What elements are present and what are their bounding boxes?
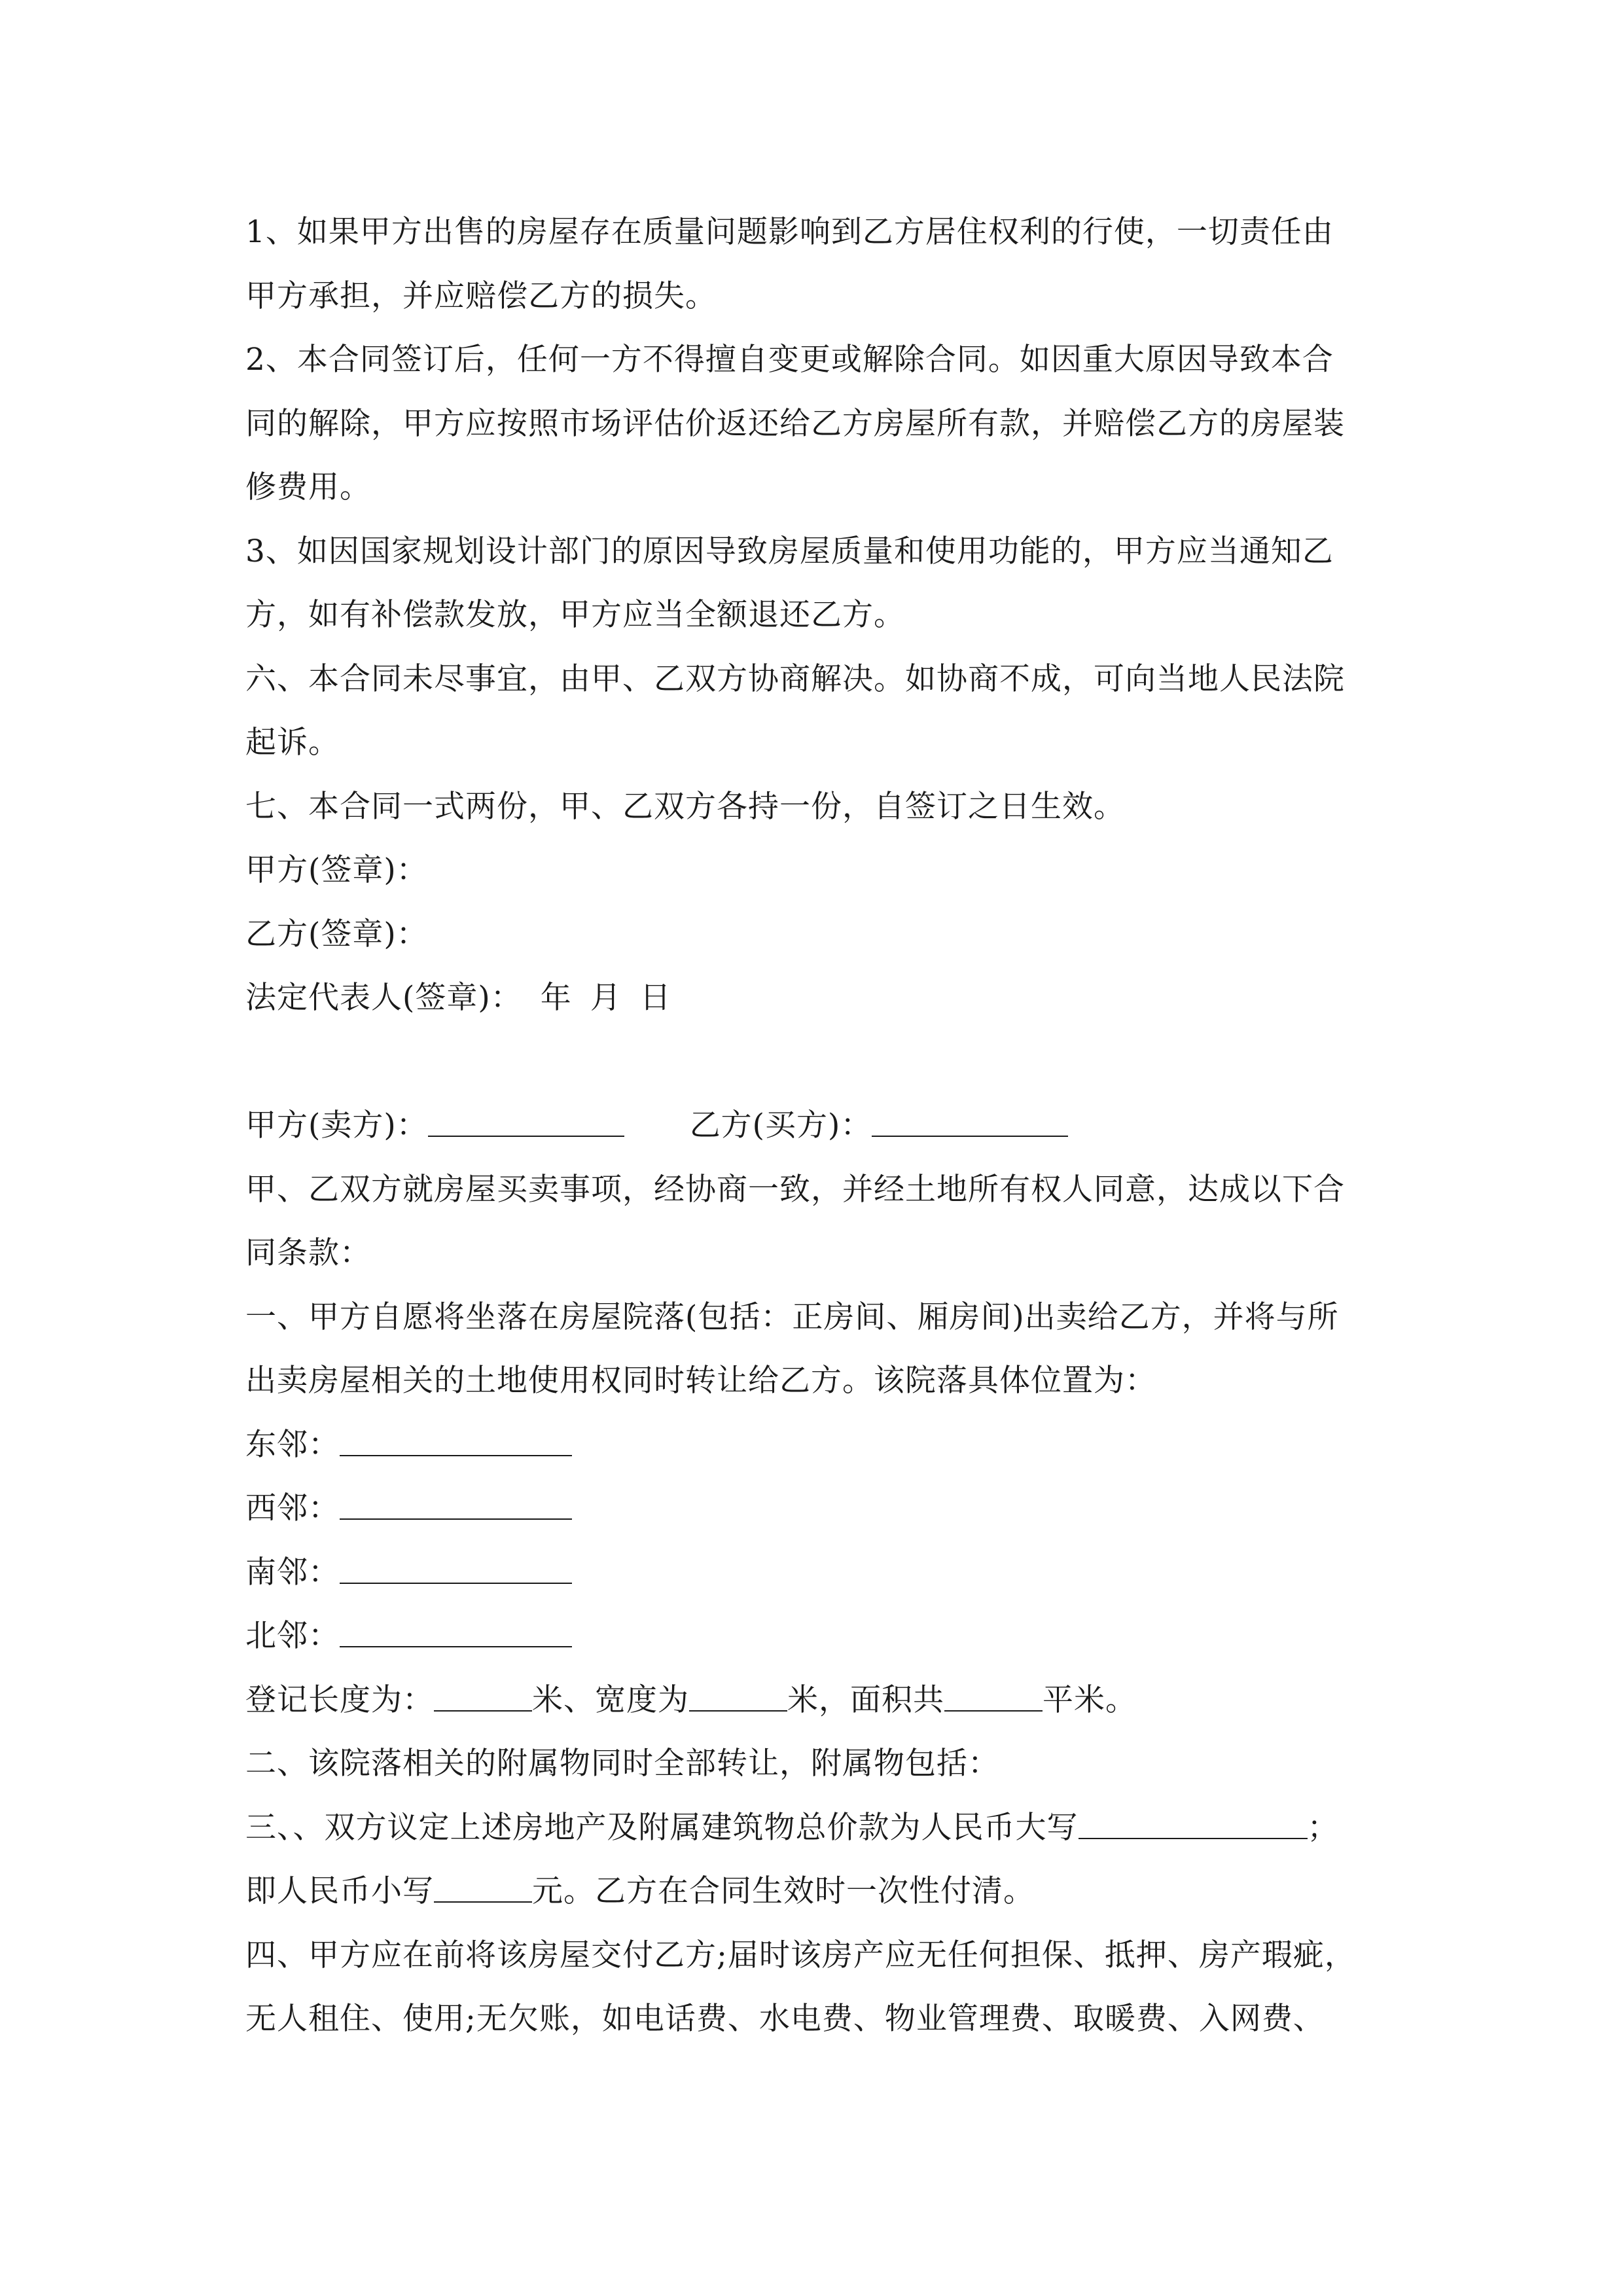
article-6-line-1: 六、本合同未尽事宜，由甲、乙双方协商解决。如协商不成，可向当地人民法院 [245, 660, 1345, 697]
west-neighbor-label: 西邻： [245, 1490, 340, 1526]
area-blank [944, 1681, 1043, 1712]
seller-label: 甲方(卖方)： [245, 1107, 428, 1143]
clause-1-line-2: 甲方承担，并应赔偿乙方的损失。 [245, 278, 717, 314]
clause-2-line-3: 修费用。 [245, 469, 371, 505]
price-uppercase-label: 三、、双方议定上述房地产及附属建筑物总价款为人民币大写 [245, 1809, 1079, 1846]
east-neighbor-blank [340, 1426, 572, 1456]
north-neighbor-label: 北邻： [245, 1618, 340, 1654]
article-7-line-1: 七、本合同一式两份，甲、乙双方各持一份，自签订之日生效。 [245, 788, 1125, 825]
intro-line-1: 甲、乙双方就房屋买卖事项，经协商一致，并经土地所有权人同意，达成以下合 [245, 1171, 1345, 1208]
article-1-line-2: 出卖房屋相关的土地使用权同时转让给乙方。该院落具体位置为： [245, 1363, 1156, 1399]
clause-3-line-1: 3、如因国家规划设计部门的原因导致房屋质量和使用功能的，甲方应当通知乙 [245, 533, 1334, 569]
intro-line-2: 同条款： [245, 1235, 371, 1271]
article-6-line-2: 起诉。 [245, 725, 340, 761]
price-lowercase-blank [434, 1873, 532, 1903]
clause-2-line-1: 2、本合同签订后，任何一方不得擅自变更或解除合同。如因重大原因导致本合 [245, 342, 1334, 378]
clause-3-line-2: 方，如有补偿款发放，甲方应当全额退还乙方。 [245, 597, 905, 633]
price-uppercase-blank [1079, 1808, 1308, 1839]
clause-1-line-1: 1、如果甲方出售的房屋存在质量问题影响到乙方居住权利的行使，一切责任由 [245, 214, 1334, 250]
south-neighbor-label: 南邻： [245, 1554, 340, 1590]
article-4-line-1: 四、甲方应在前将该房屋交付乙方;届时该房产应无任何担保、抵押、房产瑕疵， [245, 1937, 1356, 1973]
east-neighbor-line [245, 1413, 1384, 1477]
clause-2-line-2: 同的解除，甲方应按照市场评估价返还给乙方房屋所有款，并赔偿乙方的房屋装 [245, 405, 1345, 442]
buyer-label: 乙方(买方)： [689, 1107, 872, 1143]
section-spacer [245, 1030, 1384, 1094]
north-neighbor-blank [340, 1617, 572, 1648]
west-neighbor-blank [340, 1490, 572, 1520]
payment-terms: 元。乙方在合同生效时一次性付清。 [532, 1873, 1035, 1909]
west-neighbor-line [245, 1477, 1384, 1541]
south-neighbor-line [245, 1541, 1384, 1605]
registration-area-label: 米，面积共 [787, 1681, 944, 1718]
length-blank [434, 1681, 532, 1712]
article-3-line-1 [245, 1796, 1384, 1860]
article-4-line-2: 无人租住、使用;无欠账，如电话费、水电费、物业管理费、取暖费、入网费、 [245, 2001, 1325, 2037]
registration-line [245, 1668, 1384, 1732]
price-lowercase-label: 即人民币小写 [245, 1873, 434, 1909]
registration-length-label: 登记长度为： [245, 1681, 434, 1718]
price-uppercase-end: ； [1307, 1809, 1339, 1846]
date-year: 年 [540, 980, 572, 1016]
article-2-line-1: 二、该院落相关的附属物同时全部转让，附属物包括： [245, 1746, 999, 1782]
registration-width-label: 米、宽度为 [532, 1681, 689, 1718]
signature-party-b: 乙方(签章)： [245, 916, 428, 952]
article-1-line-1: 一、甲方自愿将坐落在房屋院落(包括：正房间、厢房间)出卖给乙方，并将与所 [245, 1299, 1339, 1335]
registration-area-unit: 平米。 [1043, 1681, 1137, 1718]
width-blank [689, 1681, 787, 1712]
north-neighbor-line [245, 1604, 1384, 1668]
date-month: 月 [590, 980, 622, 1016]
signature-legal-rep [245, 966, 1384, 1030]
south-neighbor-blank [340, 1553, 572, 1584]
legal-rep-label: 法定代表人(签章)： [245, 980, 522, 1016]
date-day: 日 [639, 980, 671, 1016]
buyer-blank [872, 1107, 1068, 1138]
east-neighbor-label: 东邻： [245, 1426, 340, 1463]
parties-line [245, 1094, 1384, 1158]
seller-blank [428, 1107, 624, 1138]
contract-body [245, 200, 1384, 2051]
signature-party-a: 甲方(签章)： [245, 852, 428, 888]
article-3-line-2 [245, 1859, 1384, 1924]
